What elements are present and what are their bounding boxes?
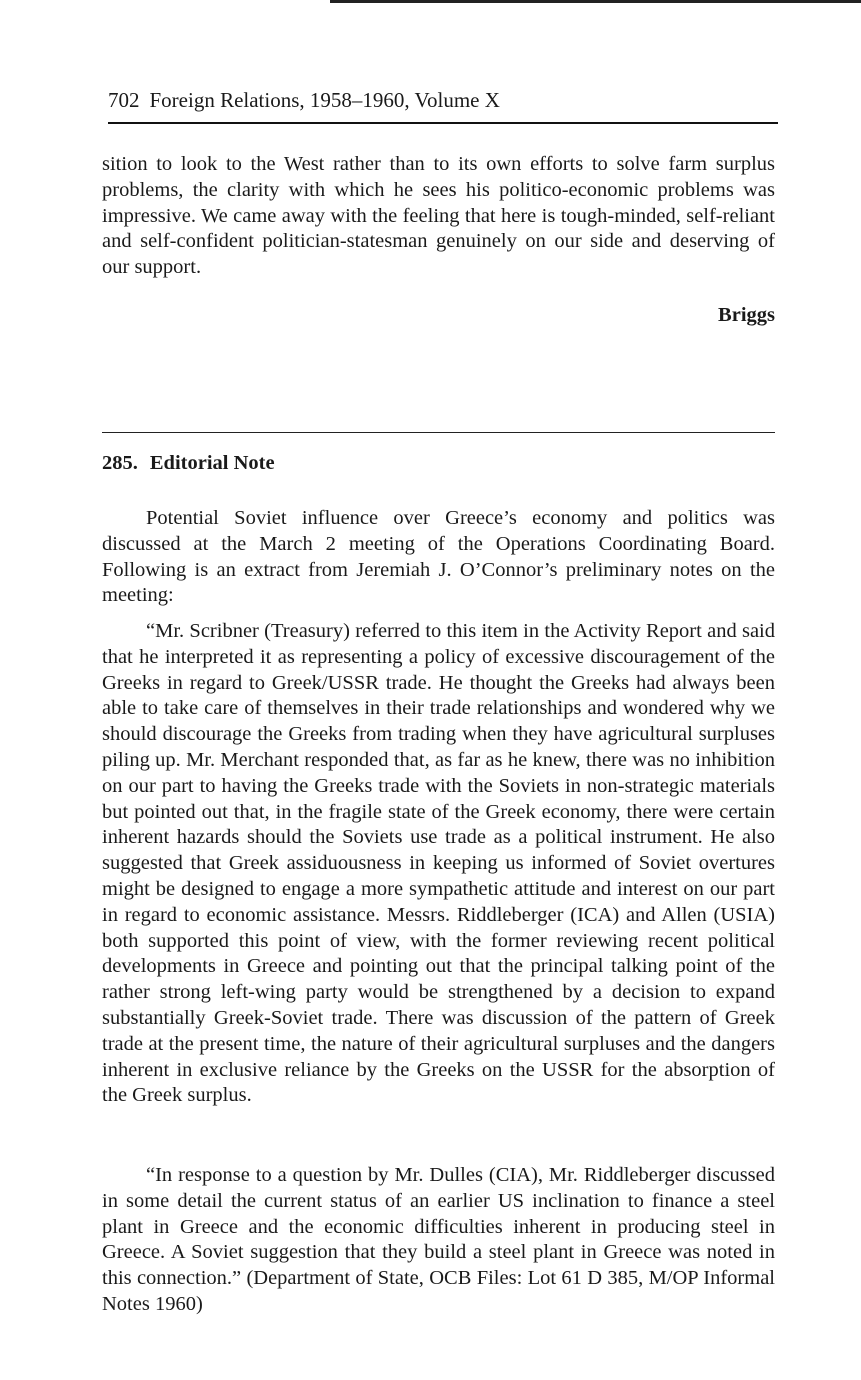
body-paragraph: Potential Soviet influence over Greece’s economy and politics was discussed at the March 2 meeting of the Operations Coordinating Board. Following is an extract from Jeremiah J. O’Connor’s preliminary notes on the meeting: — [102, 507, 775, 607]
section-divider — [102, 432, 775, 433]
running-title: Foreign Relations, 1958–1960, Volume X — [149, 88, 500, 112]
body-paragraph: “In response to a question by Mr. Dulles (CIA), Mr. Riddleberger discussed in some detail the current status of an earlier US inclination to finance a steel plant in Greece and the economic difficulties inherent in producing steel in Greece. A Soviet suggestion that they build a steel plant in Greece was noted in this connection.” (Department of State, OCB Files: Lot 61 D 385, M/OP Informal Notes 1960) — [102, 1164, 775, 1315]
page-top-edge — [330, 0, 861, 3]
page-number: 702 — [108, 88, 140, 112]
running-header — [108, 86, 778, 114]
document-number: 285. — [102, 452, 138, 474]
signature: Briggs — [718, 304, 775, 326]
document-title: Editorial Note — [149, 452, 275, 474]
document-heading — [102, 450, 275, 476]
header-rule — [108, 122, 778, 124]
body-paragraph: “Mr. Scribner (Treasury) referred to this item in the Activity Report and said that he interpreted it as representing a policy of excessive discouragement of the Greeks in regard to Greek/USSR trade. He thought the Greeks had always been able to take care of themselves in their trade relationships and wondered why we should discourage the Greeks from trading when they have agricultural surpluses piling up. Mr. Merchant responded that, as far as he knew, there was no inhibition on our part to having the Greeks trade with the Soviets in non-strategic materials but pointed out that, in the fragile state of the Greek economy, there were certain inherent hazards should the Soviets use trade as a political instrument. He also suggested that Greek assiduousness in keeping us informed of Soviet overtures might be designed to engage a more sympathetic attitude and interest on our part in regard to economic assistance. Messrs. Riddleberger (ICA) and Allen (USIA) both supported this point of view, with the former reviewing recent political developments in Greece and pointing out that the principal talking point of the rather strong left-wing party would be strengthened by a decision to expand substantially Greek-Soviet trade. There was discussion of the pattern of Greek trade at the present time, the nature of their agricultural surpluses and the dangers inherent in exclusive reliance by the Greeks on the USSR for the absorption of the Greek surplus. — [102, 620, 775, 1107]
continuation-paragraph: sition to look to the West rather than to its own efforts to solve farm surplus problems, the clarity with which he sees his politico-economic problems was impressive. We came away with the feeling that here is tough-minded, self-reliant and self-confident politician-statesman genuinely on our side and deserving of our support. — [102, 153, 775, 279]
